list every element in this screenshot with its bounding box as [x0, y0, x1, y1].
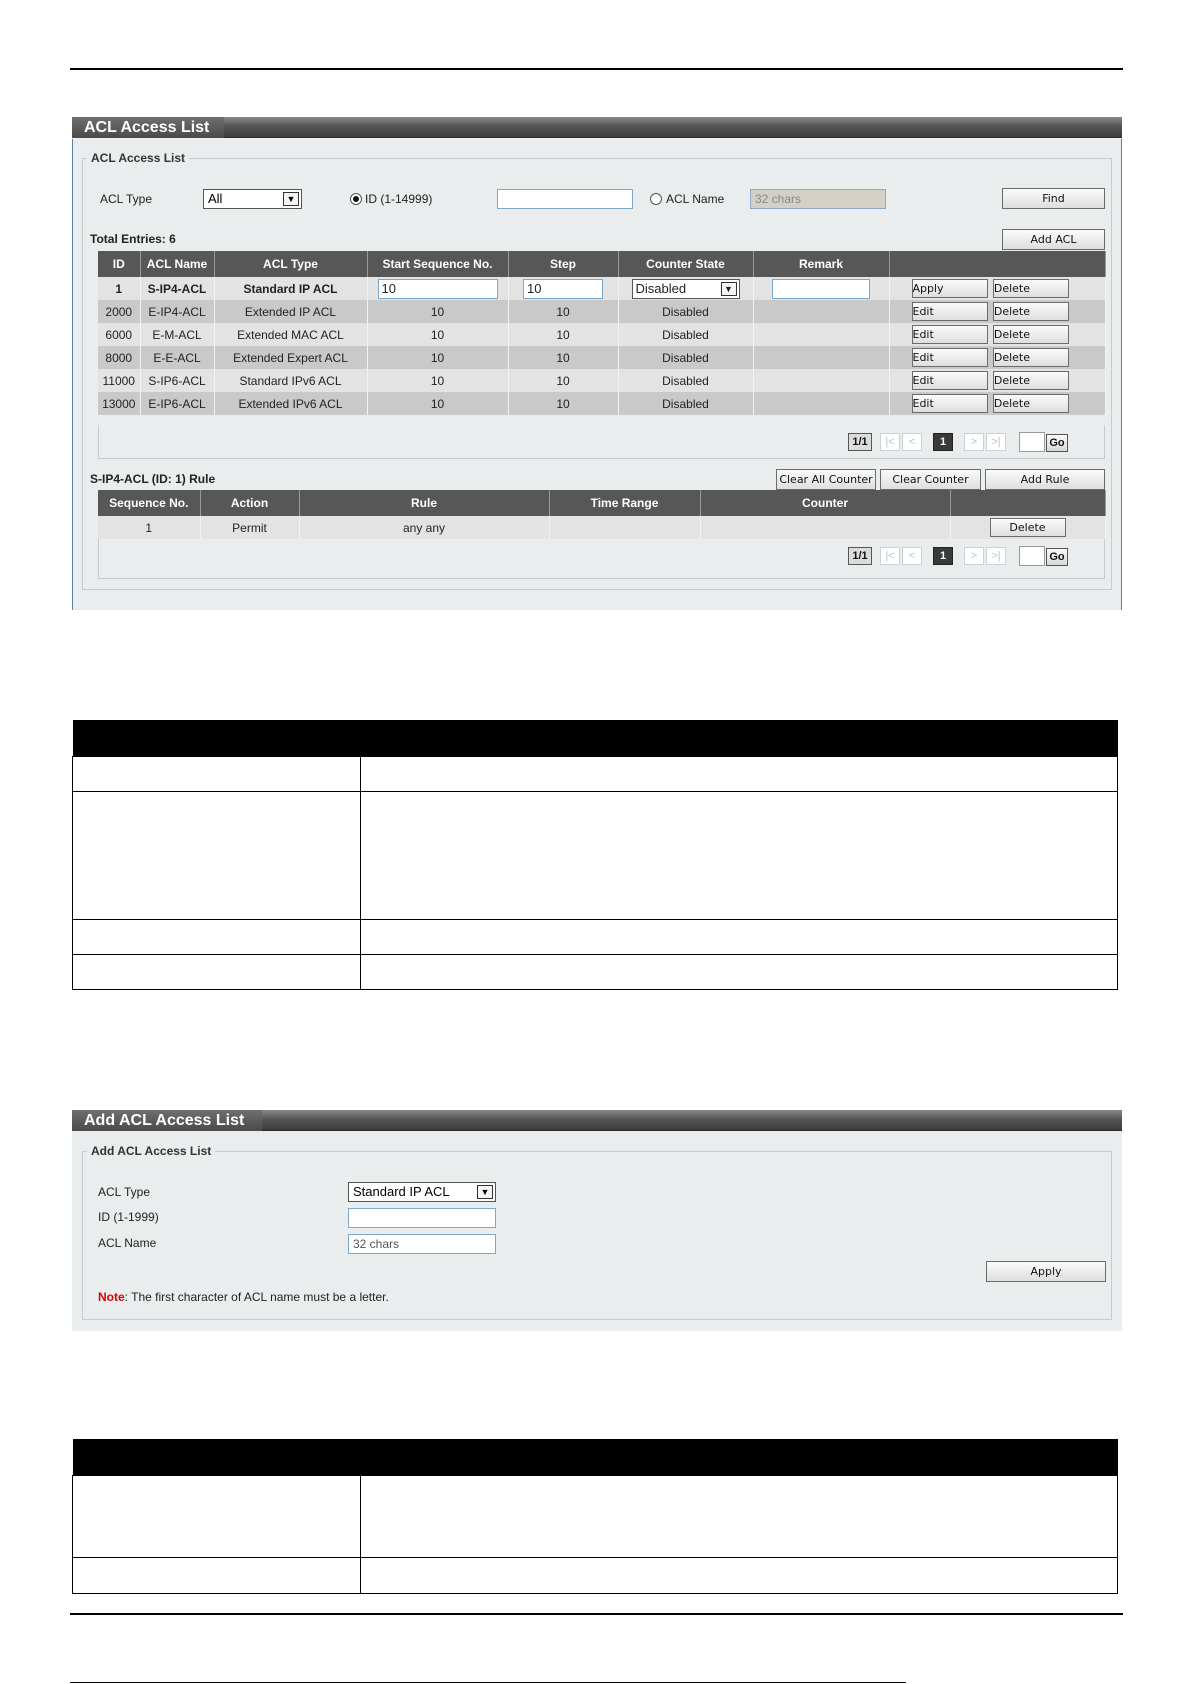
table-row — [98, 277, 1105, 300]
table-row — [73, 756, 1118, 791]
row-step: 10 — [508, 300, 618, 323]
add-rule-button[interactable]: Add Rule — [985, 469, 1105, 490]
row-remark — [753, 392, 889, 415]
chevron-down-icon: ▼ — [477, 1185, 493, 1199]
rule-section-title: S-IP4-ACL (ID: 1) Rule — [90, 472, 216, 486]
delete-button[interactable]: Delete — [993, 325, 1069, 344]
row-counter-state: Disabled — [618, 300, 753, 323]
table-row — [98, 346, 1105, 369]
delete-button[interactable]: Delete — [993, 371, 1069, 390]
row-remark — [753, 369, 889, 392]
panel-title: ACL Access List — [84, 119, 210, 136]
col-id: ID — [98, 251, 140, 277]
row-remark — [753, 323, 889, 346]
id-radio[interactable] — [350, 193, 362, 205]
col-acl-type: ACL Type — [214, 251, 367, 277]
row-id: 11000 — [98, 369, 140, 392]
col-rule-actions — [950, 490, 1105, 516]
row-start-seq: 10 — [367, 346, 508, 369]
chevron-down-icon: ▼ — [283, 192, 299, 206]
row-acl-name: S-IP4-ACL — [140, 277, 214, 300]
row-acl-type: Standard IPv6 ACL — [214, 369, 367, 392]
row-step: 10 — [508, 369, 618, 392]
panel-title-bar — [72, 117, 1122, 138]
acl-name-label: ACL Name — [98, 1236, 157, 1250]
rule-counter — [700, 516, 950, 539]
footer-rule — [70, 1613, 1123, 1615]
row-start-seq: 10 — [367, 300, 508, 323]
row-counter-state: Disabled — [618, 346, 753, 369]
edit-button[interactable]: Edit — [912, 302, 988, 321]
last-page-button[interactable]: >| — [986, 547, 1006, 565]
acl-table-header — [98, 251, 1105, 277]
col-time-range: Time Range — [549, 490, 700, 516]
col-remark: Remark — [753, 251, 889, 277]
row-remark — [753, 346, 889, 369]
id-input[interactable] — [497, 189, 633, 209]
acl-type-value: All — [208, 191, 223, 206]
last-page-button[interactable]: >| — [986, 433, 1006, 451]
acl-name-radio-label: ACL Name — [666, 192, 725, 206]
rule-seq: 1 — [98, 516, 200, 539]
acl-name-radio[interactable] — [650, 193, 662, 205]
group-legend: ACL Access List — [91, 151, 186, 165]
footer-line — [70, 1682, 906, 1683]
note-text — [98, 1290, 389, 1304]
row-counter-state: Disabled — [618, 392, 753, 415]
col-step: Step — [508, 251, 618, 277]
clear-counter-button[interactable]: Clear Counter — [880, 469, 981, 490]
acl-name-input[interactable]: 32 chars — [348, 1234, 496, 1254]
acl-type-select[interactable] — [203, 189, 302, 209]
row-counter-state: Disabled — [618, 323, 753, 346]
row-acl-name: S-IP6-ACL — [140, 369, 214, 392]
next-page-button[interactable]: > — [964, 433, 984, 451]
go-button[interactable]: Go — [1046, 548, 1068, 566]
first-page-button[interactable]: |< — [880, 433, 900, 451]
acl-type-select[interactable] — [348, 1182, 496, 1202]
edit-button[interactable]: Edit — [912, 394, 988, 413]
rule-table — [98, 490, 1106, 539]
delete-button[interactable]: Delete — [993, 394, 1069, 413]
total-entries: Total Entries: 6 — [90, 232, 176, 246]
row-start-seq: 10 — [367, 323, 508, 346]
acl-type-label: ACL Type — [98, 1185, 151, 1199]
page-of-indicator: 1/1 — [848, 433, 872, 451]
current-page-button[interactable]: 1 — [933, 433, 953, 451]
row-id: 8000 — [98, 346, 140, 369]
description-table-2 — [72, 1439, 1118, 1594]
col-actions — [889, 251, 1105, 277]
note-message: : The first character of ACL name must be a letter. — [124, 1290, 389, 1304]
row-remark — [753, 300, 889, 323]
note-label: Note — [98, 1290, 125, 1304]
edit-button[interactable]: Edit — [912, 325, 988, 344]
col-action: Action — [200, 490, 299, 516]
apply-button[interactable]: Apply — [986, 1261, 1106, 1282]
prev-page-button[interactable]: < — [902, 433, 922, 451]
go-button[interactable]: Go — [1046, 434, 1068, 452]
row-counter-state: Disabled — [618, 369, 753, 392]
panel-title-bar — [72, 1110, 1122, 1131]
table-row — [73, 1475, 1118, 1557]
id-radio-label: ID (1-14999) — [365, 192, 433, 206]
row-acl-type: Extended Expert ACL — [214, 346, 367, 369]
start-seq-input[interactable]: 10 — [378, 279, 498, 299]
add-acl-button[interactable]: Add ACL — [1002, 229, 1105, 250]
row-step: 10 — [508, 392, 618, 415]
delete-button[interactable]: Delete — [993, 348, 1069, 367]
prev-page-button[interactable]: < — [902, 547, 922, 565]
apply-button[interactable]: Apply — [912, 279, 988, 298]
table-row — [73, 791, 1118, 919]
row-step: 10 — [508, 323, 618, 346]
table-row — [98, 300, 1105, 323]
col-sequence-no: Sequence No. — [98, 490, 200, 516]
chevron-down-icon: ▼ — [721, 282, 737, 296]
acl-access-list-panel — [72, 117, 1122, 610]
step-input[interactable]: 10 — [523, 279, 603, 299]
next-page-button[interactable]: > — [964, 547, 984, 565]
acl-type-label: ACL Type — [100, 192, 153, 206]
acl-table — [98, 251, 1106, 415]
col-acl-name: ACL Name — [140, 251, 214, 277]
table-row — [73, 954, 1118, 989]
rule-action: Permit — [200, 516, 299, 539]
table-row — [98, 323, 1105, 346]
acl-type-value: Standard IP ACL — [353, 1184, 450, 1199]
first-page-button[interactable]: |< — [880, 547, 900, 565]
group-legend: Add ACL Access List — [91, 1144, 212, 1158]
clear-all-counter-button[interactable]: Clear All Counter — [776, 469, 876, 490]
panel-title: Add ACL Access List — [84, 1112, 245, 1129]
counter-state-select[interactable] — [632, 279, 740, 299]
description-header — [73, 720, 1118, 756]
rule-table-header — [98, 490, 1105, 516]
description-header — [73, 1439, 1118, 1475]
row-start-seq: 10 — [367, 392, 508, 415]
page-number-input[interactable] — [1019, 546, 1045, 566]
edit-button[interactable]: Edit — [912, 348, 988, 367]
row-id: 1 — [98, 277, 140, 300]
page-of-indicator: 1/1 — [848, 547, 872, 565]
current-page-button[interactable]: 1 — [933, 547, 953, 565]
table-row — [73, 1557, 1118, 1593]
id-input[interactable] — [348, 1208, 496, 1228]
delete-rule-button[interactable]: Delete — [990, 518, 1066, 537]
row-acl-type: Extended IP ACL — [214, 300, 367, 323]
row-step: 10 — [508, 346, 618, 369]
table-row — [98, 369, 1105, 392]
row-acl-type: Standard IP ACL — [214, 277, 367, 300]
rule-text: any any — [299, 516, 549, 539]
row-acl-type: Extended IPv6 ACL — [214, 392, 367, 415]
rule-table-pager — [98, 539, 1105, 579]
col-counter: Counter — [700, 490, 950, 516]
id-label: ID (1-1999) — [98, 1210, 159, 1224]
table-row — [98, 392, 1105, 415]
delete-button[interactable]: Delete — [993, 279, 1069, 298]
rule-time-range — [549, 516, 700, 539]
col-counter-state: Counter State — [618, 251, 753, 277]
counter-state-value: Disabled — [635, 280, 687, 296]
row-acl-name: E-IP4-ACL — [140, 300, 214, 323]
table-row — [73, 919, 1118, 954]
edit-button[interactable]: Edit — [912, 371, 988, 390]
find-button[interactable]: Find — [1002, 188, 1105, 209]
row-start-seq: 10 — [367, 369, 508, 392]
delete-button[interactable]: Delete — [993, 302, 1069, 321]
acl-name-input[interactable]: 32 chars — [750, 189, 886, 209]
header-rule — [70, 68, 1123, 70]
col-start-seq: Start Sequence No. — [367, 251, 508, 277]
remark-input[interactable] — [772, 279, 870, 299]
page-number-input[interactable] — [1019, 432, 1045, 452]
row-acl-name: E-M-ACL — [140, 323, 214, 346]
row-acl-name: E-IP6-ACL — [140, 392, 214, 415]
row-id: 13000 — [98, 392, 140, 415]
description-table-1 — [72, 720, 1118, 990]
row-acl-type: Extended MAC ACL — [214, 323, 367, 346]
col-rule: Rule — [299, 490, 549, 516]
row-acl-name: E-E-ACL — [140, 346, 214, 369]
row-id: 6000 — [98, 323, 140, 346]
table-row — [98, 516, 1105, 539]
acl-table-pager — [98, 425, 1105, 459]
add-acl-access-list-panel — [72, 1110, 1122, 1331]
row-id: 2000 — [98, 300, 140, 323]
